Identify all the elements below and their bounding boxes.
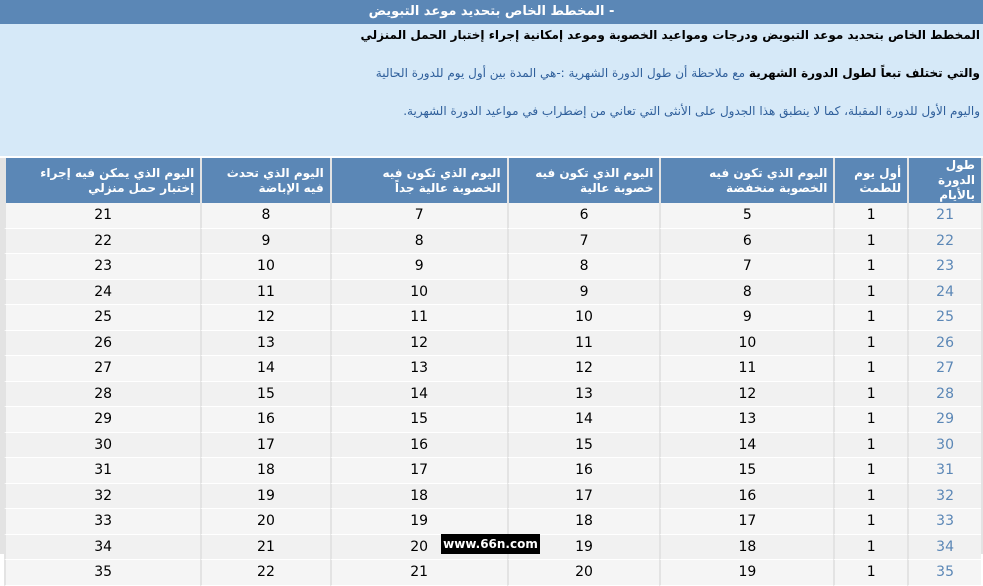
site-watermark: www.66n.com (441, 534, 540, 554)
intro-line-2 (0, 66, 980, 80)
table-row (4, 280, 981, 306)
table-cell: 18 (659, 535, 833, 561)
table-cell: 27 (4, 356, 200, 382)
table-row (4, 484, 981, 510)
table-row (4, 433, 981, 459)
table-cell: 1 (833, 229, 907, 255)
table-cell: 8 (659, 280, 833, 306)
header-first-period-day: أول يوم للطمث (833, 158, 907, 203)
table-cell: 34 (907, 535, 981, 561)
header-very-high-fertility: اليوم الذي تكون فيه الخصوبة عالية جداً (330, 158, 507, 203)
table-row (4, 458, 981, 484)
header-cycle-length: طول الدورة بالأيام (907, 158, 981, 203)
table-cell: 16 (330, 433, 507, 459)
table-cell: 10 (330, 280, 507, 306)
table-cell: 12 (330, 331, 507, 357)
table-cell: 12 (507, 356, 660, 382)
table-cell: 11 (330, 305, 507, 331)
table-cell: 7 (659, 254, 833, 280)
intro-panel (0, 24, 983, 156)
table-cell: 21 (330, 560, 507, 586)
table-cell: 13 (507, 382, 660, 408)
table-cell: 1 (833, 535, 907, 561)
table-cell: 6 (659, 229, 833, 255)
table-body (4, 203, 981, 586)
table-cell: 20 (200, 509, 329, 535)
table-cell: 11 (507, 331, 660, 357)
header-low-fertility: اليوم الذي تكون فيه الخصوبة منخفضة (659, 158, 833, 203)
table-cell: 9 (507, 280, 660, 306)
table-cell: 33 (907, 509, 981, 535)
table-cell: 1 (833, 356, 907, 382)
table-cell: 22 (200, 560, 329, 586)
intro-line-2-rest: مع ملاحظة أن طول الدورة الشهرية :-هي المدة بين أول يوم للدورة الحالية (375, 66, 749, 80)
header-ovulation-day: اليوم الذي تحدث فيه الإباضة (200, 158, 329, 203)
table-cell: 19 (330, 509, 507, 535)
table-cell: 20 (330, 535, 507, 561)
table-cell: 24 (907, 280, 981, 306)
table-cell: 25 (907, 305, 981, 331)
table-cell: 14 (200, 356, 329, 382)
table-cell: 14 (507, 407, 660, 433)
table-cell: 1 (833, 407, 907, 433)
table-cell: 18 (200, 458, 329, 484)
table-cell: 17 (330, 458, 507, 484)
table-cell: 35 (907, 560, 981, 586)
table-row (4, 305, 981, 331)
table-row (4, 560, 981, 586)
table-row (4, 229, 981, 255)
table-cell: 16 (200, 407, 329, 433)
table-cell: 1 (833, 509, 907, 535)
table-cell: 28 (907, 382, 981, 408)
table-cell: 9 (659, 305, 833, 331)
table-cell: 35 (4, 560, 200, 586)
intro-line-3: واليوم الأول للدورة المقبلة، كما لا ينطبق هذا الجدول على الأنثى التي تعاني من إضطراب في مواعيد الدورة الشهرية. (403, 104, 980, 118)
table-cell: 29 (907, 407, 981, 433)
table-cell: 1 (833, 433, 907, 459)
intro-line-1: المخطط الخاص بتحديد موعد التبويض ودرجات ومواعيد الخصوبة وموعد إمكانية إجراء إختبار الحمل المنزلي (360, 28, 980, 42)
table-cell: 1 (833, 484, 907, 510)
table-cell: 19 (200, 484, 329, 510)
table-cell: 25 (4, 305, 200, 331)
table-cell: 6 (507, 203, 660, 229)
table-cell: 1 (833, 458, 907, 484)
table-cell: 10 (507, 305, 660, 331)
table-row (4, 254, 981, 280)
table-cell: 1 (833, 560, 907, 586)
header-pregnancy-test-day: اليوم الذي يمكن فيه إجراء إختبار حمل منزلي (4, 158, 200, 203)
table-cell: 5 (659, 203, 833, 229)
table-cell: 23 (4, 254, 200, 280)
table-cell: 30 (907, 433, 981, 459)
table-cell: 32 (4, 484, 200, 510)
table-cell: 8 (330, 229, 507, 255)
table-row (4, 407, 981, 433)
table-cell: 18 (507, 509, 660, 535)
table-cell: 11 (200, 280, 329, 306)
ovulation-table (4, 158, 981, 586)
table-cell: 21 (200, 535, 329, 561)
table-cell: 13 (659, 407, 833, 433)
table-cell: 10 (659, 331, 833, 357)
table-row (4, 382, 981, 408)
table-cell: 8 (200, 203, 329, 229)
table-cell: 1 (833, 331, 907, 357)
table-cell: 13 (330, 356, 507, 382)
table-cell: 18 (330, 484, 507, 510)
table-cell: 22 (907, 229, 981, 255)
table-header-row (4, 158, 981, 203)
table-cell: 10 (200, 254, 329, 280)
table-cell: 29 (4, 407, 200, 433)
table-cell: 19 (507, 535, 660, 561)
table-cell: 17 (659, 509, 833, 535)
table-cell: 9 (200, 229, 329, 255)
table-cell: 32 (907, 484, 981, 510)
table-container (0, 158, 983, 581)
table-row (4, 331, 981, 357)
table-cell: 14 (330, 382, 507, 408)
table-row (4, 509, 981, 535)
table-cell: 28 (4, 382, 200, 408)
table-cell: 33 (4, 509, 200, 535)
table-cell: 16 (659, 484, 833, 510)
table-cell: 31 (4, 458, 200, 484)
table-cell: 14 (659, 433, 833, 459)
table-cell: 26 (907, 331, 981, 357)
table-cell: 21 (4, 203, 200, 229)
table-cell: 22 (4, 229, 200, 255)
table-cell: 20 (507, 560, 660, 586)
table-cell: 9 (330, 254, 507, 280)
table-cell: 8 (507, 254, 660, 280)
table-cell: 26 (4, 331, 200, 357)
table-cell: 15 (200, 382, 329, 408)
table-cell: 15 (659, 458, 833, 484)
table-cell: 23 (907, 254, 981, 280)
table-cell: 1 (833, 305, 907, 331)
table-cell: 15 (507, 433, 660, 459)
table-cell: 15 (330, 407, 507, 433)
intro-line-2-bold: والتي تختلف تبعاً لطول الدورة الشهرية (748, 66, 980, 80)
table-cell: 21 (907, 203, 981, 229)
header-high-fertility: اليوم الذي تكون فيه خصوبة عالية (507, 158, 660, 203)
table-cell: 12 (659, 382, 833, 408)
table-cell: 1 (833, 280, 907, 306)
table-cell: 7 (330, 203, 507, 229)
page-title: - المخطط الخاص بتحديد موعد التبويض (0, 0, 983, 24)
table-cell: 13 (200, 331, 329, 357)
table-row (4, 356, 981, 382)
table-cell: 16 (507, 458, 660, 484)
table-cell: 24 (4, 280, 200, 306)
table-cell: 31 (907, 458, 981, 484)
table-cell: 11 (659, 356, 833, 382)
table-cell: 1 (833, 203, 907, 229)
table-cell: 17 (200, 433, 329, 459)
table-cell: 12 (200, 305, 329, 331)
table-cell: 34 (4, 535, 200, 561)
table-cell: 1 (833, 254, 907, 280)
table-cell: 30 (4, 433, 200, 459)
table-cell: 1 (833, 382, 907, 408)
table-cell: 27 (907, 356, 981, 382)
table-cell: 17 (507, 484, 660, 510)
table-cell: 19 (659, 560, 833, 586)
table-cell: 7 (507, 229, 660, 255)
table-row (4, 203, 981, 229)
